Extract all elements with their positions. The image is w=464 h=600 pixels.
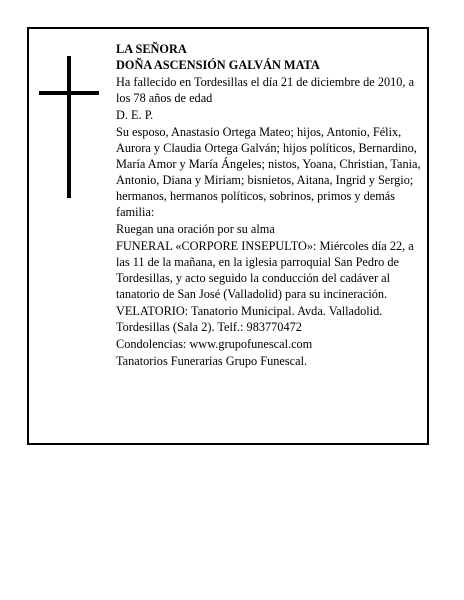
condolences-line: Condolencias: www.grupofunescal.com [116, 337, 313, 351]
prayer-request: Ruegan una oración por su alma [116, 222, 275, 236]
deceased-name: DOÑA ASCENSIÓN GALVÁN MATA [116, 58, 320, 72]
cross-horizontal-bar [39, 91, 99, 95]
funeral-home: Tanatorios Funerarias Grupo Funescal. [116, 354, 308, 368]
death-info: Ha fallecido en Tordesillas el día 21 de diciembre de 2010, a los 78 años de edad [116, 75, 415, 105]
notice-text [116, 41, 422, 369]
heading-title: LA SEÑORA [116, 42, 187, 56]
rip-text: D. E. P. [116, 108, 154, 122]
funeral-details: FUNERAL «CORPORE INSEPULTO»: Miércoles día 22, a las 11 de la mañana, en la iglesia parroquial San Pedro de Tordesillas, y acto seguido la conducción del cadáver al tanatorio de San José (Valladolid) para su incineración. [116, 239, 414, 301]
family-list: Su esposo, Anastasio Ortega Mateo; hijos, Antonio, Félix, Aurora y Claudia Ortega Galván; hijos políticos, Bernardino, María Amor y María Ángeles; nistos, Yoana, Christian, Tania, Antonio, Diana y Miriam; bisnietos, Aitana, Ingrid y Sergio; hermanos, hermanos políticos, sobrinos, primos y demás familia: [116, 125, 421, 219]
wake-details: VELATORIO: Tanatorio Municipal. Avda. Valladolid. Tordesillas (Sala 2). Telf.: 983770472 [116, 304, 383, 334]
obituary-notice [27, 27, 429, 445]
cross-vertical-bar [67, 56, 71, 198]
